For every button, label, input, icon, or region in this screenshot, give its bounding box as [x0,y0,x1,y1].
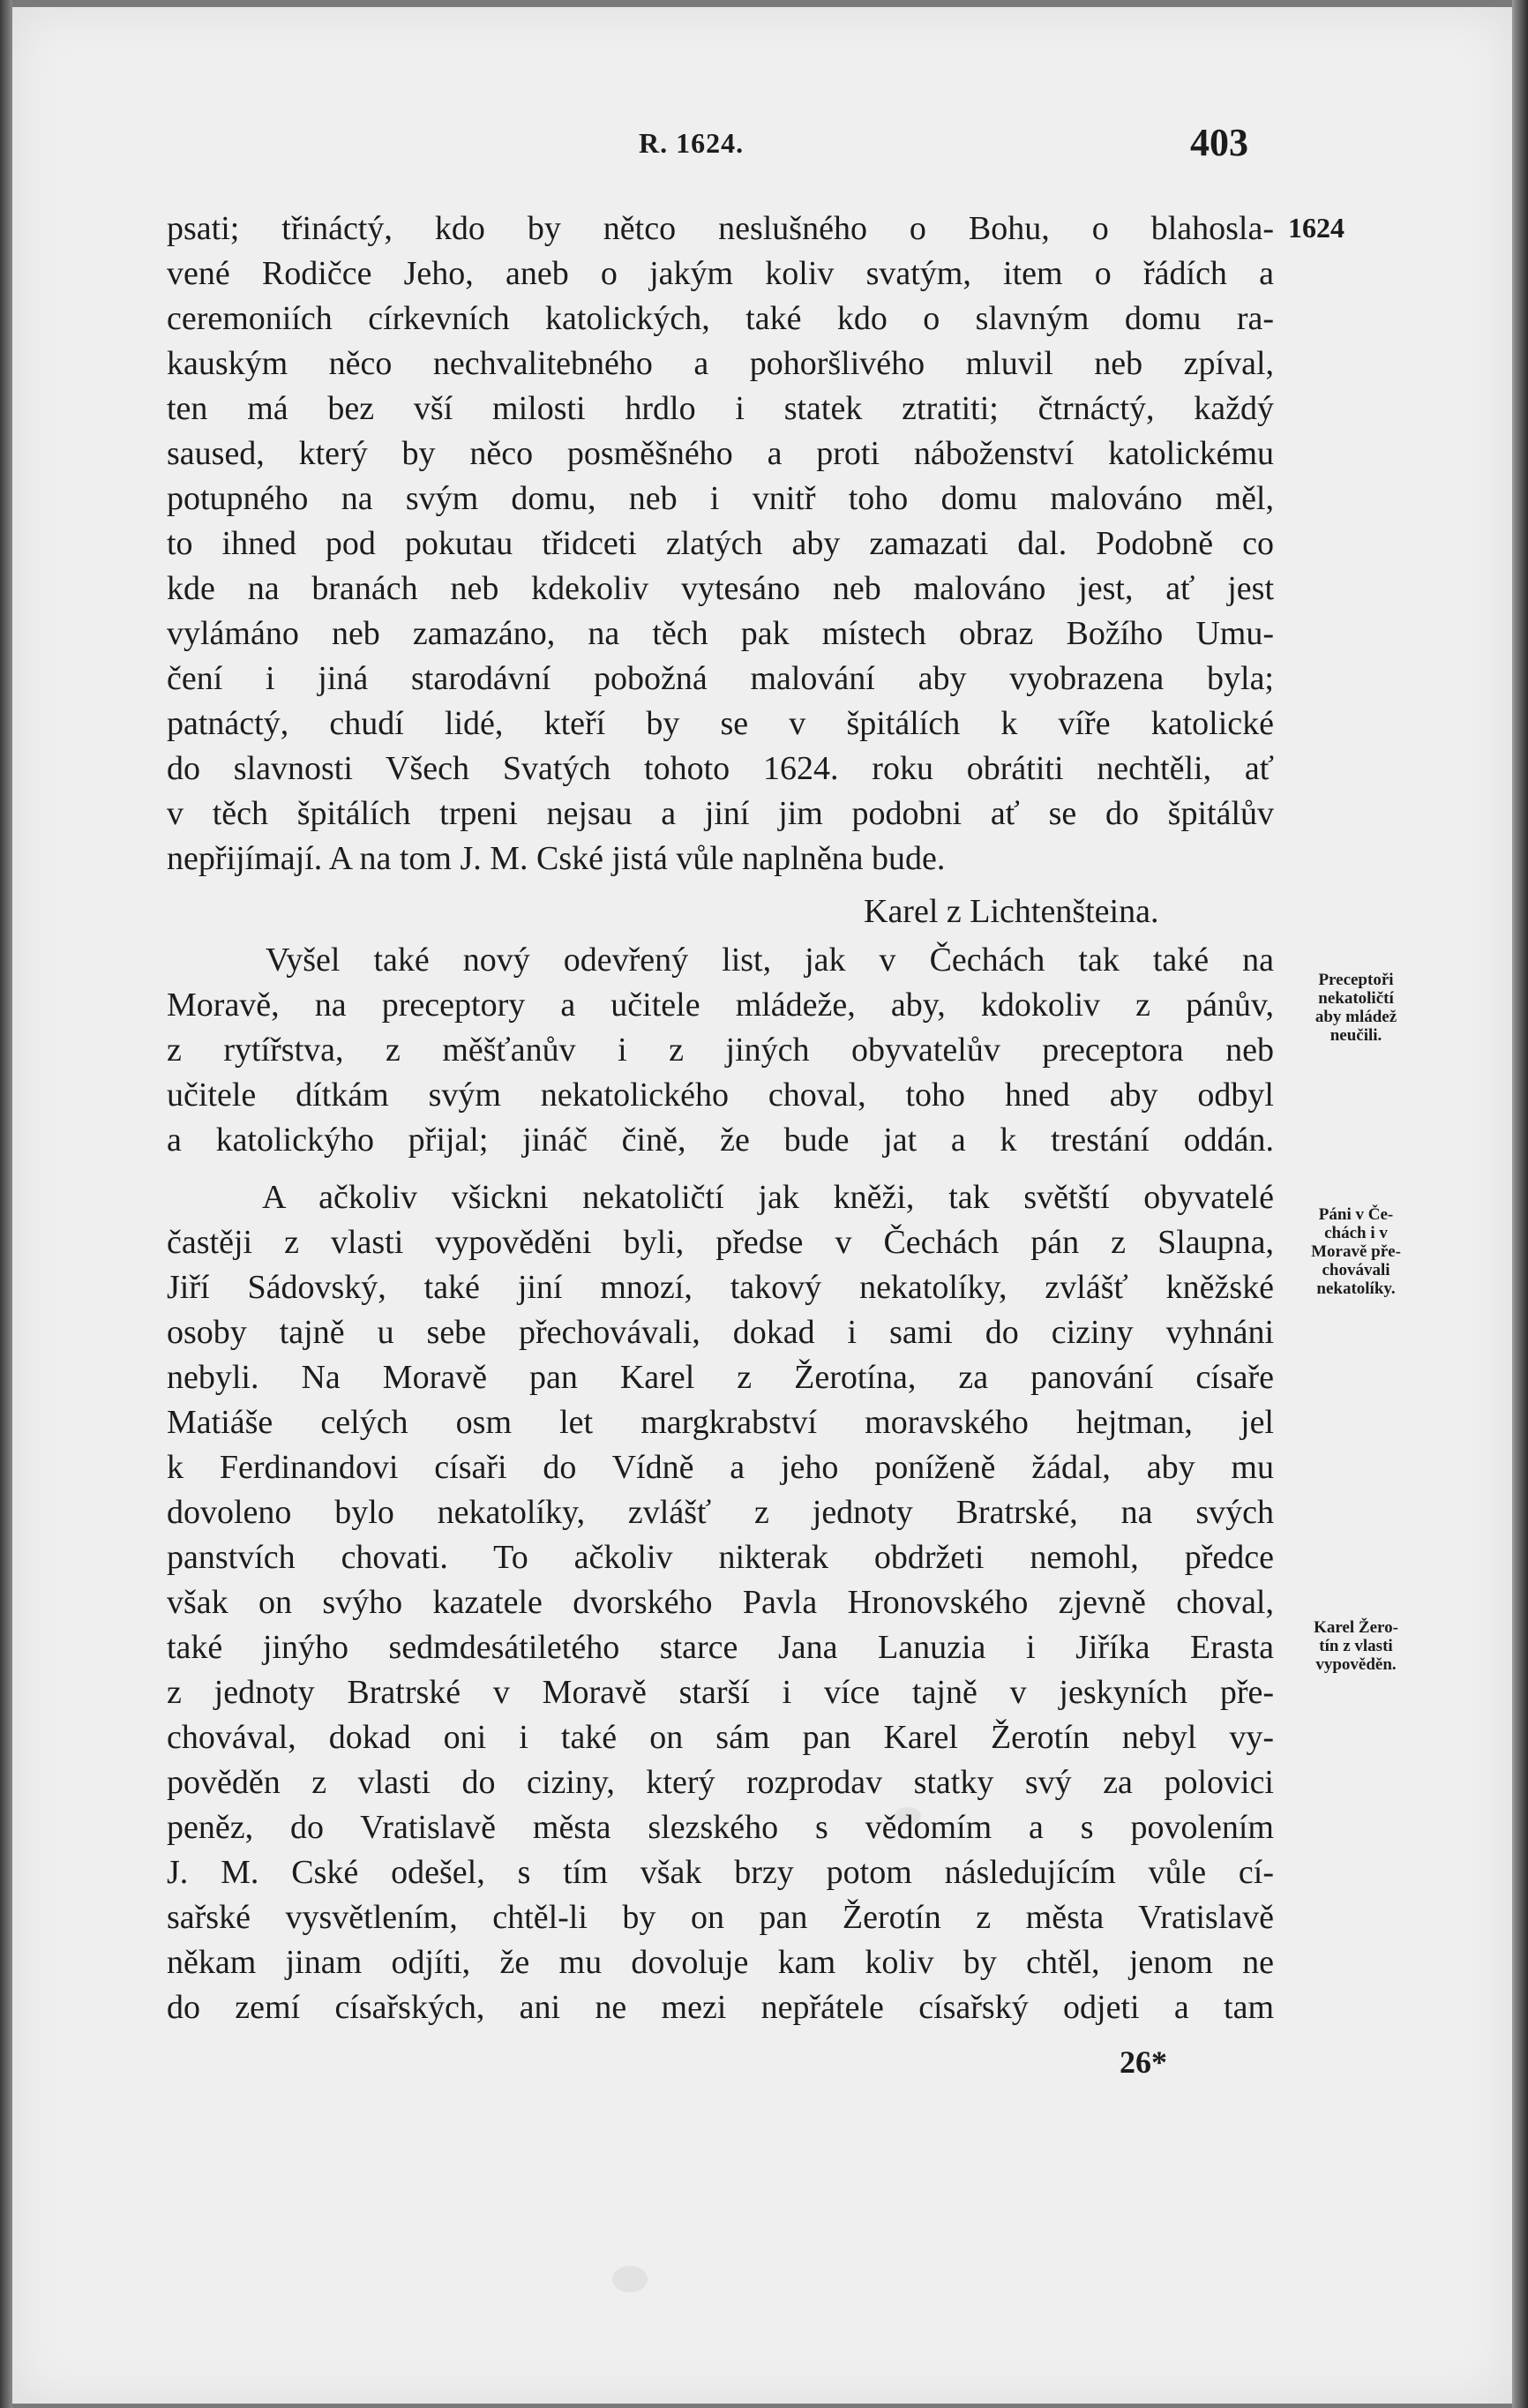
text-line: sařské vysvětlením, chtěl-li by on pan Žerotín z města Vratislavě [167,1899,1274,1936]
text-line: však on svýho kazatele dvorského Pavla Hronovského zjevně choval, [167,1584,1274,1621]
signature-mark: 26* [1120,2044,1167,2080]
text-line: J. M. Cské odešel, s tím však brzy potom následujícím vůle cí- [167,1854,1274,1891]
paragraph-3 [167,1175,1274,2030]
text-line: kauským něco nechvalitebného a pohoršlivého mluvil neb zpíval, [167,345,1274,382]
text-line: nepřijímají. A na tom J. M. Cské jistá vůle naplněna bude. [167,840,946,877]
text-line: peněz, do Vratislavě města slezského s vědomím a s povolením [167,1809,1274,1846]
scan-right-edge [1512,0,1528,2408]
text-line: pověděn z vlasti do ciziny, který rozprodav statky svý za polovici [167,1764,1274,1801]
text-line: čení i jiná starodávní pobožná malování aby vyobrazena byla; [167,660,1274,697]
marginal-note-preceptors [1281,971,1431,1045]
marginal-line: vypověděn. [1315,1655,1397,1674]
marginal-line: chách i v [1324,1224,1388,1242]
marginal-line: tín z vlasti [1319,1637,1393,1655]
running-head: R. 1624. [639,127,745,159]
text-line: to ihned pod pokutau třidceti zlatých aby zamazati dal. Podobně co [167,525,1274,562]
text-line: také jinýho sedmdesátiletého starce Jana Lanuzia i Jiříka Erasta [167,1629,1274,1666]
text-line: patnáctý, chudí lidé, kteří by se v špitálích k víře katolické [167,705,1274,742]
signature: Karel z Lichtenšteina. [864,893,1159,930]
page-header [12,120,1512,164]
text-line: psati; třináctý, kdo by nětco neslušného o Bohu, o blahosla- [167,210,1274,247]
marginal-line: neučili. [1330,1026,1382,1045]
text-line: Vyšel také nový odevřený list, jak v Čechách tak také na [266,941,1274,979]
text-line: ceremoniích církevních katolických, také kdo o slavným domu ra- [167,300,1274,337]
text-line: chovával, dokad oni i také on sám pan Karel Žerotín nebyl vy- [167,1719,1274,1756]
text-line: Moravě, na preceptory a učitele mládeže, aby, kdokoliv z pánův, [167,986,1274,1024]
text-line: ten má bez vší milosti hrdlo i statek ztratiti; čtrnáctý, každý [167,390,1274,427]
text-line: z jednoty Bratrské v Moravě starší i více tajně v jeskyních pře- [167,1674,1274,1711]
text-line: potupného na svým domu, neb i vnitř toho domu malováno měl, [167,480,1274,517]
text-line: vené Rodičce Jeho, aneb o jakým koliv svatým, item o řádích a [167,255,1274,292]
paragraph-2 [167,938,1274,1163]
book-page [12,7,1512,2404]
paper-stain [612,2266,648,2292]
marginal-line: Preceptoři [1318,971,1394,989]
text-line: častěji z vlasti vypověděni byli, předse v Čechách pán z Slaupna, [167,1224,1274,1261]
text-line: k Ferdinandovi císaři do Vídně a jeho poníženě žádal, aby mu [167,1449,1274,1486]
page-number: 403 [1190,121,1248,164]
text-line: panstvích chovati. To ačkoliv nikterak obdržeti nemohl, předce [167,1539,1274,1576]
text-line: osoby tajně u sebe přechovávali, dokad i sami do ciziny vyhnáni [167,1314,1274,1351]
text-line: kde na branách neb kdekoliv vytesáno neb malováno jest, ať jest [167,570,1274,607]
text-line: vylámáno neb zamazáno, na těch pak místech obraz Božího Umu- [167,615,1274,652]
marginal-line: aby mládež [1315,1008,1397,1026]
text-line: učitele dítkám svým nekatolického choval, toho hned aby odbyl [167,1076,1274,1114]
page-body [167,206,1274,2030]
text-line: z rytířstva, z měšťanův i z jiných obyvatelův preceptora neb [167,1031,1274,1069]
paragraph-1 [167,206,1274,881]
text-line: v těch špitálích trpeni nejsau a jiní jim podobni ať se do špitálův [167,795,1274,832]
marginal-line: Moravě pře- [1311,1242,1401,1261]
text-line: do zemí císařských, ani ne mezi nepřátele císařský odjeti a tam [167,1989,1274,2026]
marginal-line: Páni v Če- [1318,1205,1394,1224]
marginal-note-zerotin [1281,1618,1431,1674]
marginal-line: chovávali [1322,1261,1390,1279]
marginal-line: Karel Žero- [1314,1618,1398,1637]
text-line: a katolickýho přijal; jináč čině, že bude jat a k trestání oddán. [167,1121,1274,1159]
marginal-note-lords [1281,1205,1431,1298]
text-line: saused, který by něco posměšného a proti náboženství katolickému [167,435,1274,472]
marginal-line: nekatoličtí [1318,989,1394,1008]
scan-left-edge [0,0,12,2408]
margin-year: 1624 [1288,212,1344,244]
marginal-line: nekatolíky. [1316,1279,1396,1298]
text-line: dovoleno bylo nekatolíky, zvlášť z jednoty Bratrské, na svých [167,1494,1274,1531]
text-line: Matiáše celých osm let margkrabství moravského hejtman, jel [167,1404,1274,1441]
text-line: někam jinam odjíti, že mu dovoluje kam koliv by chtěl, jenom ne [167,1944,1274,1981]
text-line: A ačkoliv všickni nekatoličtí jak kněži, tak světští obyvatelé [262,1179,1274,1216]
text-line: do slavnosti Všech Svatých tohoto 1624. roku obrátiti nechtěli, ať [167,750,1274,787]
text-line: Jiří Sádovský, také jiní mnozí, takový nekatolíky, zvlášť kněžské [167,1269,1274,1306]
text-line: nebyli. Na Moravě pan Karel z Žerotína, za panování císaře [167,1359,1274,1396]
